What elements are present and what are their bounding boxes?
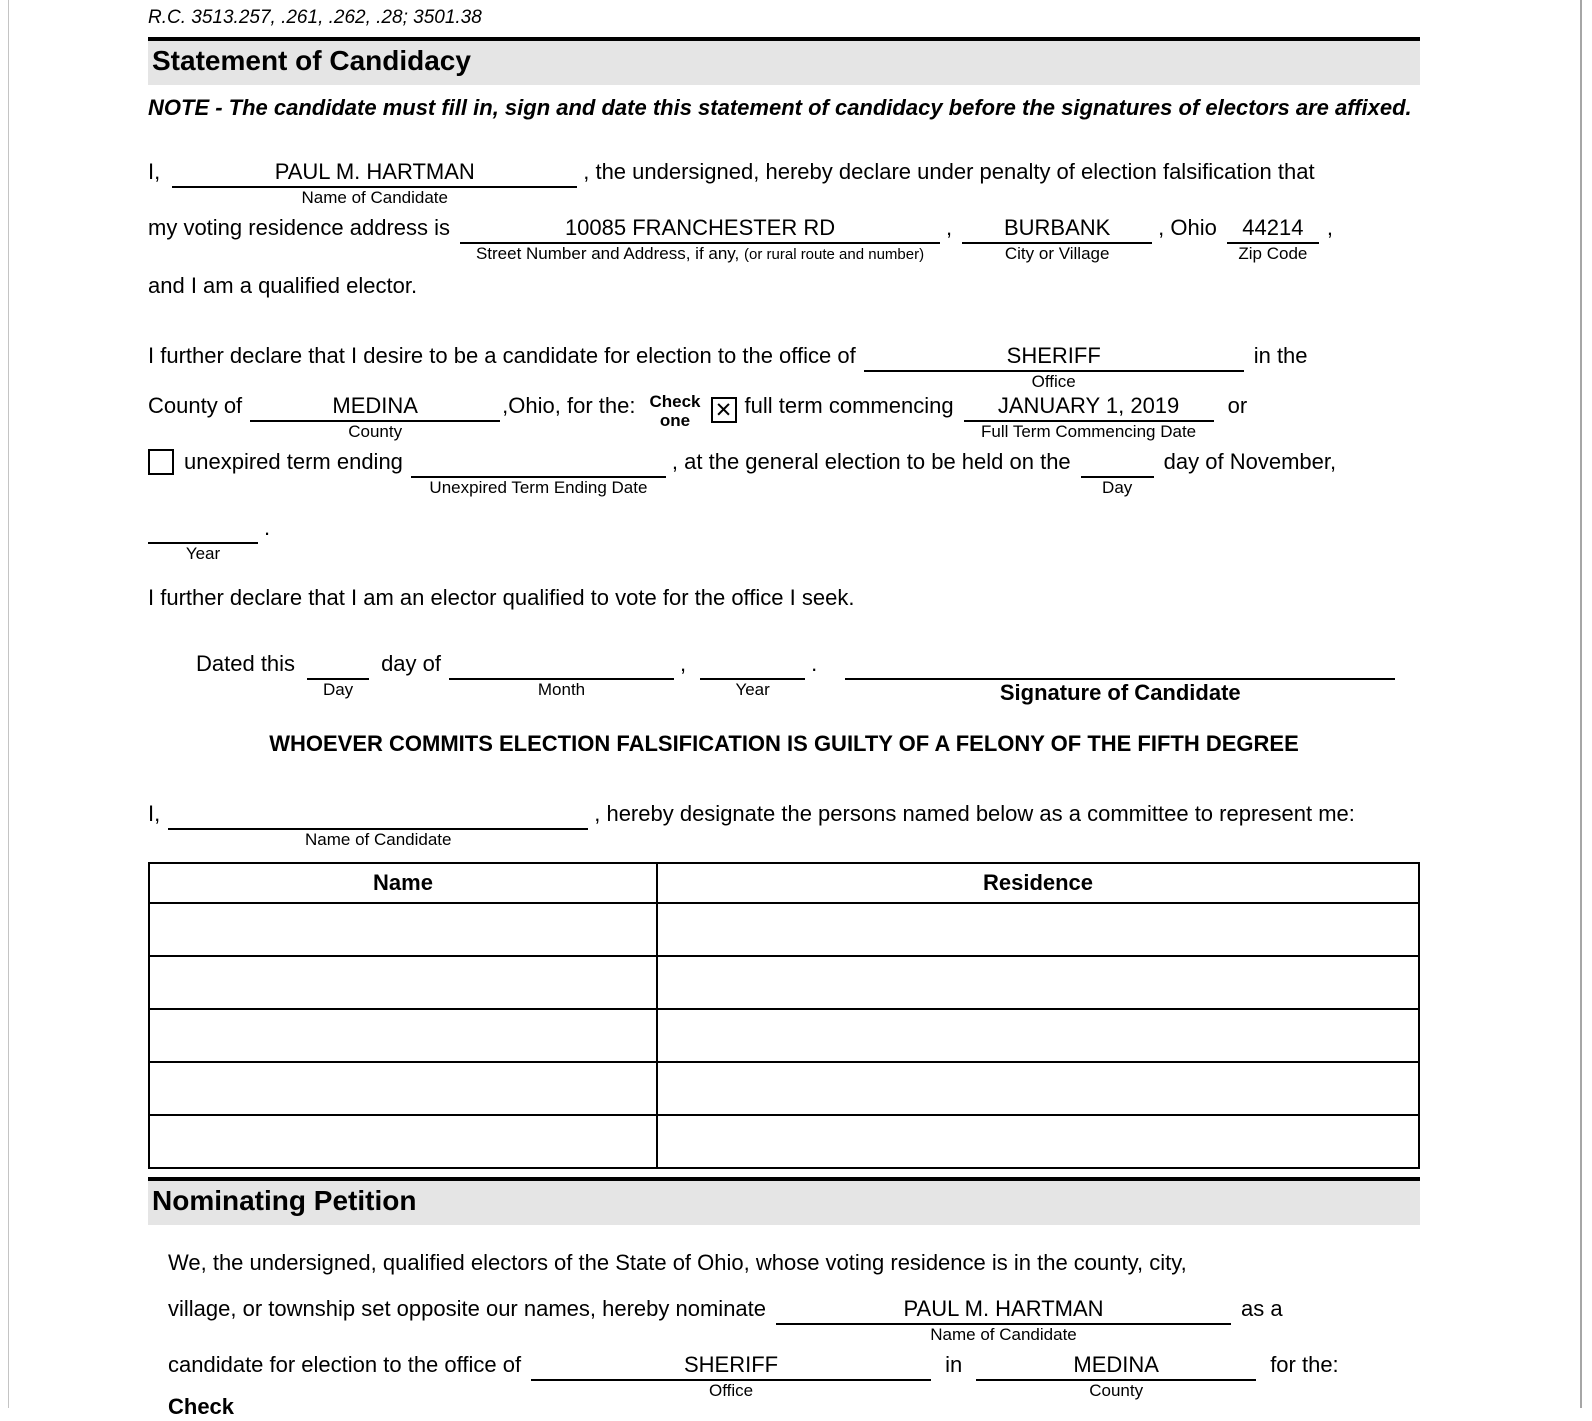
street-address-label: Street Number and Address, if any, (or rural route and number) bbox=[475, 244, 925, 263]
dated-year-field[interactable] bbox=[700, 650, 805, 699]
committee-table-header-row bbox=[149, 863, 1419, 903]
election-day-label: Day bbox=[1102, 478, 1133, 497]
text-full-term: full term commencing bbox=[744, 393, 954, 418]
county-field[interactable] bbox=[250, 392, 500, 441]
name-of-candidate-label: Name of Candidate bbox=[301, 188, 448, 207]
street-address-label-small: (or rural route and number) bbox=[744, 246, 925, 263]
petition-county-label: County bbox=[1089, 1381, 1144, 1400]
form-page bbox=[148, 0, 1420, 1421]
text-comma-2: , bbox=[1326, 215, 1333, 240]
committee-residence-cell[interactable] bbox=[657, 1115, 1419, 1168]
election-year-field[interactable] bbox=[148, 514, 258, 563]
election-year-label: Year bbox=[185, 544, 221, 563]
text-undersigned: , the undersigned, hereby declare under penalty of election falsification that bbox=[583, 159, 1315, 184]
text-day-of-november: day of November, bbox=[1163, 449, 1337, 474]
committee-name-cell[interactable] bbox=[149, 1115, 657, 1168]
text-office-intro: I further declare that I desire to be a candidate for election to the office of bbox=[148, 343, 856, 368]
committee-name-cell[interactable] bbox=[149, 1009, 657, 1062]
dated-year-label: Year bbox=[735, 680, 770, 699]
text-petition-nominate: village, or township set opposite our names, hereby nominate bbox=[168, 1296, 767, 1321]
text-ohio: , Ohio bbox=[1158, 215, 1217, 240]
candidate-name-field[interactable] bbox=[172, 158, 577, 207]
text-in-the: in the bbox=[1253, 343, 1308, 368]
committee-name-cell[interactable] bbox=[149, 1062, 657, 1115]
election-day-field[interactable] bbox=[1081, 448, 1154, 497]
petition-county-value: MEDINA bbox=[1073, 1352, 1159, 1377]
statement-of-candidacy-header: Statement of Candidacy bbox=[148, 37, 1420, 85]
text-petition-office-intro: candidate for election to the office of bbox=[168, 1352, 522, 1377]
petition-county-field[interactable] bbox=[976, 1351, 1256, 1400]
committee-table-row bbox=[149, 1115, 1419, 1168]
full-term-date-value: JANUARY 1, 2019 bbox=[997, 393, 1180, 418]
text-petition-for-the: for the: bbox=[1270, 1352, 1339, 1377]
page-left-border bbox=[8, 0, 9, 1408]
check-one-label: Check one bbox=[649, 392, 701, 430]
declaration-line-1 bbox=[148, 158, 1420, 207]
signature-of-candidate-label: Signature of Candidate bbox=[999, 680, 1241, 705]
office-line-3 bbox=[148, 448, 1420, 497]
committee-residence-cell[interactable] bbox=[657, 1062, 1419, 1115]
petition-check-partial bbox=[168, 1393, 1420, 1421]
petition-office-field[interactable] bbox=[531, 1351, 931, 1400]
dated-day-field[interactable] bbox=[307, 650, 369, 699]
text-or: or bbox=[1227, 393, 1248, 418]
dated-month-field[interactable] bbox=[449, 650, 674, 699]
committee-table-row bbox=[149, 956, 1419, 1009]
dated-month-value bbox=[554, 650, 568, 678]
text-comma-1: , bbox=[946, 215, 953, 240]
felony-warning: WHOEVER COMMITS ELECTION FALSIFICATION IS GUILTY OF A FELONY OF THE FIFTH DEGREE bbox=[269, 731, 1299, 756]
nominating-petition-header: Nominating Petition bbox=[148, 1177, 1420, 1225]
committee-residence-header: Residence bbox=[657, 863, 1419, 903]
petition-line-1 bbox=[168, 1249, 1420, 1277]
committee-residence-cell[interactable] bbox=[657, 903, 1419, 956]
unexpired-term-date-field[interactable] bbox=[411, 448, 666, 497]
checkbox-x-icon: ✕ bbox=[714, 398, 733, 422]
dated-year-value bbox=[746, 650, 760, 678]
office-label: Office bbox=[1031, 372, 1076, 391]
text-ohio-for-the: ,Ohio, for the: bbox=[502, 393, 636, 418]
text-i: I, bbox=[148, 159, 161, 184]
election-year-value bbox=[196, 514, 210, 542]
county-label: County bbox=[348, 422, 403, 441]
full-term-date-label: Full Term Commencing Date bbox=[981, 422, 1197, 441]
county-value: MEDINA bbox=[332, 393, 418, 418]
office-value: SHERIFF bbox=[1006, 343, 1101, 368]
text-qualified-elector: and I am a qualified elector. bbox=[148, 273, 418, 298]
page-right-border bbox=[1580, 0, 1582, 1408]
text-dated-period: . bbox=[811, 651, 818, 676]
text-elector-qualified: I further declare that I am an elector qualified to vote for the office I seek. bbox=[148, 585, 855, 610]
city-field[interactable] bbox=[962, 214, 1152, 263]
committee-table-row bbox=[149, 903, 1419, 956]
text-dated-comma: , bbox=[680, 651, 687, 676]
text-residence-intro: my voting residence address is bbox=[148, 215, 451, 240]
candidate-signature-value bbox=[1113, 650, 1127, 678]
text-dated-this: Dated this bbox=[196, 651, 296, 676]
petition-name-of-candidate-label: Name of Candidate bbox=[930, 1325, 1077, 1344]
committee-residence-cell[interactable] bbox=[657, 1009, 1419, 1062]
committee-candidate-name-field[interactable] bbox=[168, 800, 588, 849]
declaration-line-2 bbox=[148, 214, 1420, 263]
office-line-4 bbox=[148, 514, 1420, 563]
petition-office-label: Office bbox=[709, 1381, 754, 1400]
committee-name-cell[interactable] bbox=[149, 903, 657, 956]
elector-declaration-line bbox=[148, 584, 1420, 612]
zip-code-value: 44214 bbox=[1242, 215, 1304, 240]
text-general-election: , at the general election to be held on the bbox=[671, 449, 1071, 474]
city-value: BURBANK bbox=[1003, 215, 1111, 240]
text-as-a: as a bbox=[1241, 1296, 1283, 1321]
petition-candidate-name-field[interactable] bbox=[776, 1295, 1231, 1344]
text-unexpired-term: unexpired term ending bbox=[184, 449, 403, 474]
unexpired-term-checkbox-unchecked[interactable] bbox=[148, 449, 174, 475]
candidate-name-value: PAUL M. HARTMAN bbox=[274, 159, 475, 184]
street-address-field[interactable] bbox=[460, 214, 940, 263]
office-field[interactable] bbox=[864, 342, 1244, 391]
petition-body bbox=[148, 1249, 1420, 1421]
full-term-checkbox-checked[interactable] bbox=[711, 397, 737, 423]
text-period: . bbox=[264, 515, 271, 540]
committee-name-header: Name bbox=[149, 863, 657, 903]
petition-line-2 bbox=[168, 1295, 1420, 1344]
candidacy-note: NOTE - The candidate must fill in, sign and date this statement of candidacy before the signatures of electors are affixed. bbox=[148, 95, 1412, 120]
petition-line-3 bbox=[168, 1351, 1420, 1400]
committee-table-row bbox=[149, 1009, 1419, 1062]
text-county-of: County of bbox=[148, 393, 243, 418]
petition-office-value: SHERIFF bbox=[684, 1352, 779, 1377]
committee-name-of-candidate-label: Name of Candidate bbox=[304, 830, 452, 849]
declaration-line-3 bbox=[148, 272, 1420, 300]
street-address-value: 10085 FRANCHESTER RD bbox=[564, 215, 836, 240]
text-committee-i: I, bbox=[148, 801, 161, 826]
committee-residence-cell[interactable] bbox=[657, 956, 1419, 1009]
text-designate: , hereby designate the persons named below as a committee to represent me: bbox=[594, 801, 1355, 826]
candidate-signature-field[interactable] bbox=[845, 650, 1395, 705]
committee-table bbox=[148, 862, 1420, 1169]
committee-name-cell[interactable] bbox=[149, 956, 657, 1009]
full-term-date-field[interactable] bbox=[964, 392, 1214, 441]
text-check-clipped: Check bbox=[168, 1394, 235, 1419]
office-line-1 bbox=[148, 342, 1420, 391]
dated-day-label: Day bbox=[322, 680, 354, 699]
unexpired-term-date-label: Unexpired Term Ending Date bbox=[429, 478, 648, 497]
text-petition-intro: We, the undersigned, qualified electors of the State of Ohio, whose voting residence is in the county, city, bbox=[168, 1250, 1187, 1275]
zip-code-field[interactable] bbox=[1227, 214, 1319, 263]
revised-code-reference: R.C. 3513.257, .261, .262, .28; 3501.38 bbox=[148, 7, 482, 28]
election-day-value bbox=[1110, 448, 1124, 476]
text-petition-in: in bbox=[945, 1352, 963, 1377]
committee-designation-line bbox=[148, 800, 1420, 849]
city-or-village-label: City or Village bbox=[1004, 244, 1110, 263]
unexpired-term-date-value bbox=[531, 448, 545, 476]
dated-day-value bbox=[331, 650, 345, 678]
office-line-2 bbox=[148, 392, 1420, 441]
dated-month-label: Month bbox=[537, 680, 586, 699]
zip-code-label: Zip Code bbox=[1238, 244, 1308, 263]
committee-candidate-name-value bbox=[371, 800, 385, 828]
text-day-of: day of bbox=[381, 651, 441, 676]
dated-line bbox=[148, 650, 1420, 705]
committee-table-row bbox=[149, 1062, 1419, 1115]
petition-candidate-name-value: PAUL M. HARTMAN bbox=[903, 1296, 1104, 1321]
